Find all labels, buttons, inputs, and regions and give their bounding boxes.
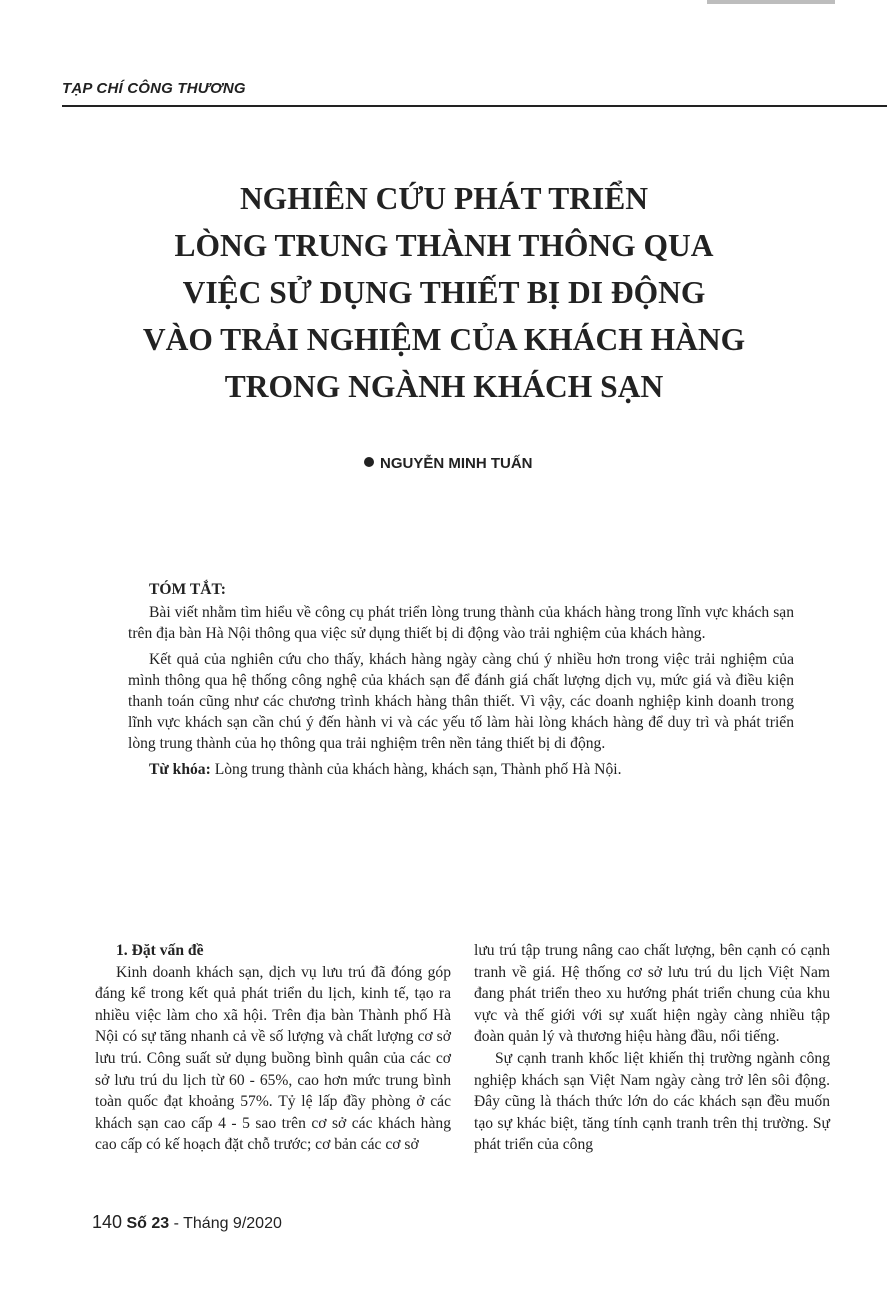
issue-date: - Tháng 9/2020 xyxy=(169,1215,282,1232)
header-rule xyxy=(62,105,887,107)
keywords-text: Lòng trung thành của khách hàng, khách sạn, Thành phố Hà Nội. xyxy=(210,761,622,779)
article-title xyxy=(80,175,808,410)
abstract-paragraph: Bài viết nhằm tìm hiểu về công cụ phát triển lòng trung thành của khách hàng trong lĩnh vực khách sạn trên địa bàn Hà Nội thông qua việc sử dụng thiết bị di động vào trải nghiệm của khách hàng. xyxy=(128,603,794,642)
title-line: TRONG NGÀNH KHÁCH SẠN xyxy=(224,369,664,404)
body-paragraph: Sự cạnh tranh khốc liệt khiến thị trường ngành công nghiệp khách sạn Việt Nam ngày càng trở lên sôi động. Đây cũng là thách thức lớn do các khách sạn đều muốn tạo sự khác biệt, tăng tính cạnh tranh trên thị trường. Sự phát triển của công xyxy=(474,1049,830,1154)
abstract-heading: TÓM TẮT: xyxy=(149,581,226,598)
title-line: LÒNG TRUNG THÀNH THÔNG QUA xyxy=(174,228,714,263)
page-number: 140 xyxy=(92,1212,123,1232)
keywords xyxy=(128,760,794,781)
section-heading: 1. Đặt vấn đề xyxy=(116,942,204,959)
journal-name: TẠP CHÍ CÔNG THƯƠNG xyxy=(62,80,246,97)
title-line: NGHIÊN CỨU PHÁT TRIỂN xyxy=(239,181,649,216)
title-line: VÀO TRẢI NGHIỆM CỦA KHÁCH HÀNG xyxy=(142,322,746,357)
body-paragraph-continued: lưu trú tập trung nâng cao chất lượng, bên cạnh có cạnh tranh về giá. Hệ thống cơ sở lưu trú du lịch Việt Nam đang phát triển theo xu hướng phát triển chung của khu vực và thế giới với sự xuất hiện ngày càng nhiều tập đoàn quản lý và thương hiệu hàng đầu, nổi tiếng. xyxy=(474,942,830,1046)
issue-number: Số 23 xyxy=(126,1215,170,1232)
keywords-label: Từ khóa: xyxy=(149,761,211,779)
body-paragraph: Kinh doanh khách sạn, dịch vụ lưu trú đã đóng góp đáng kể trong kết quả phát triển du lịch, kinh tế, tạo ra nhiều việc làm cho xã hội. Trên địa bàn Thành phố Hà Nội có sự tăng nhanh cả về số lượng và chất lượng cơ sở lưu trú. Công suất sử dụng buồng bình quân của các cơ sở lưu trú du lịch từ 60 - 65%, cao hơn mức trung bình toàn quốc đạt khoảng 57%. Tỷ lệ lấp đầy phòng ở các khách sạn cao cấp 4 - 5 sao trên cơ sở các khách hàng cao cấp có kế hoạch đặt chỗ trước; cơ bản các cơ sở xyxy=(95,963,451,1154)
author-byline xyxy=(364,455,533,472)
abstract xyxy=(128,580,794,781)
page-footer xyxy=(92,1212,282,1233)
author-name: NGUYỄN MINH TUẤN xyxy=(380,455,533,472)
body-column-right xyxy=(474,940,830,1156)
abstract-paragraph: Kết quả của nghiên cứu cho thấy, khách hàng ngày càng chú ý nhiều hơn trong việc trải nghiệm của mình thông qua hệ thống công nghệ của khách sạn để đánh giá chất lượng dịch vụ, mức giá và điều kiện thanh toán cũng như các chương trình khách hàng thân thiết. Vì vậy, các doanh nghiệp kinh doanh trong lĩnh vực khách sạn cần chú ý đến hành vi và các yếu tố làm hài lòng khách hàng để duy trì và phát triển lòng trung thành của họ thông qua trải nghiệm trên nền tảng thiết bị di động. xyxy=(128,651,794,752)
title-line: VIỆC SỬ DỤNG THIẾT BỊ DI ĐỘNG xyxy=(182,275,706,310)
scan-edge-mark xyxy=(707,0,835,4)
bullet-icon xyxy=(364,457,374,467)
body-column-left xyxy=(95,940,451,1156)
